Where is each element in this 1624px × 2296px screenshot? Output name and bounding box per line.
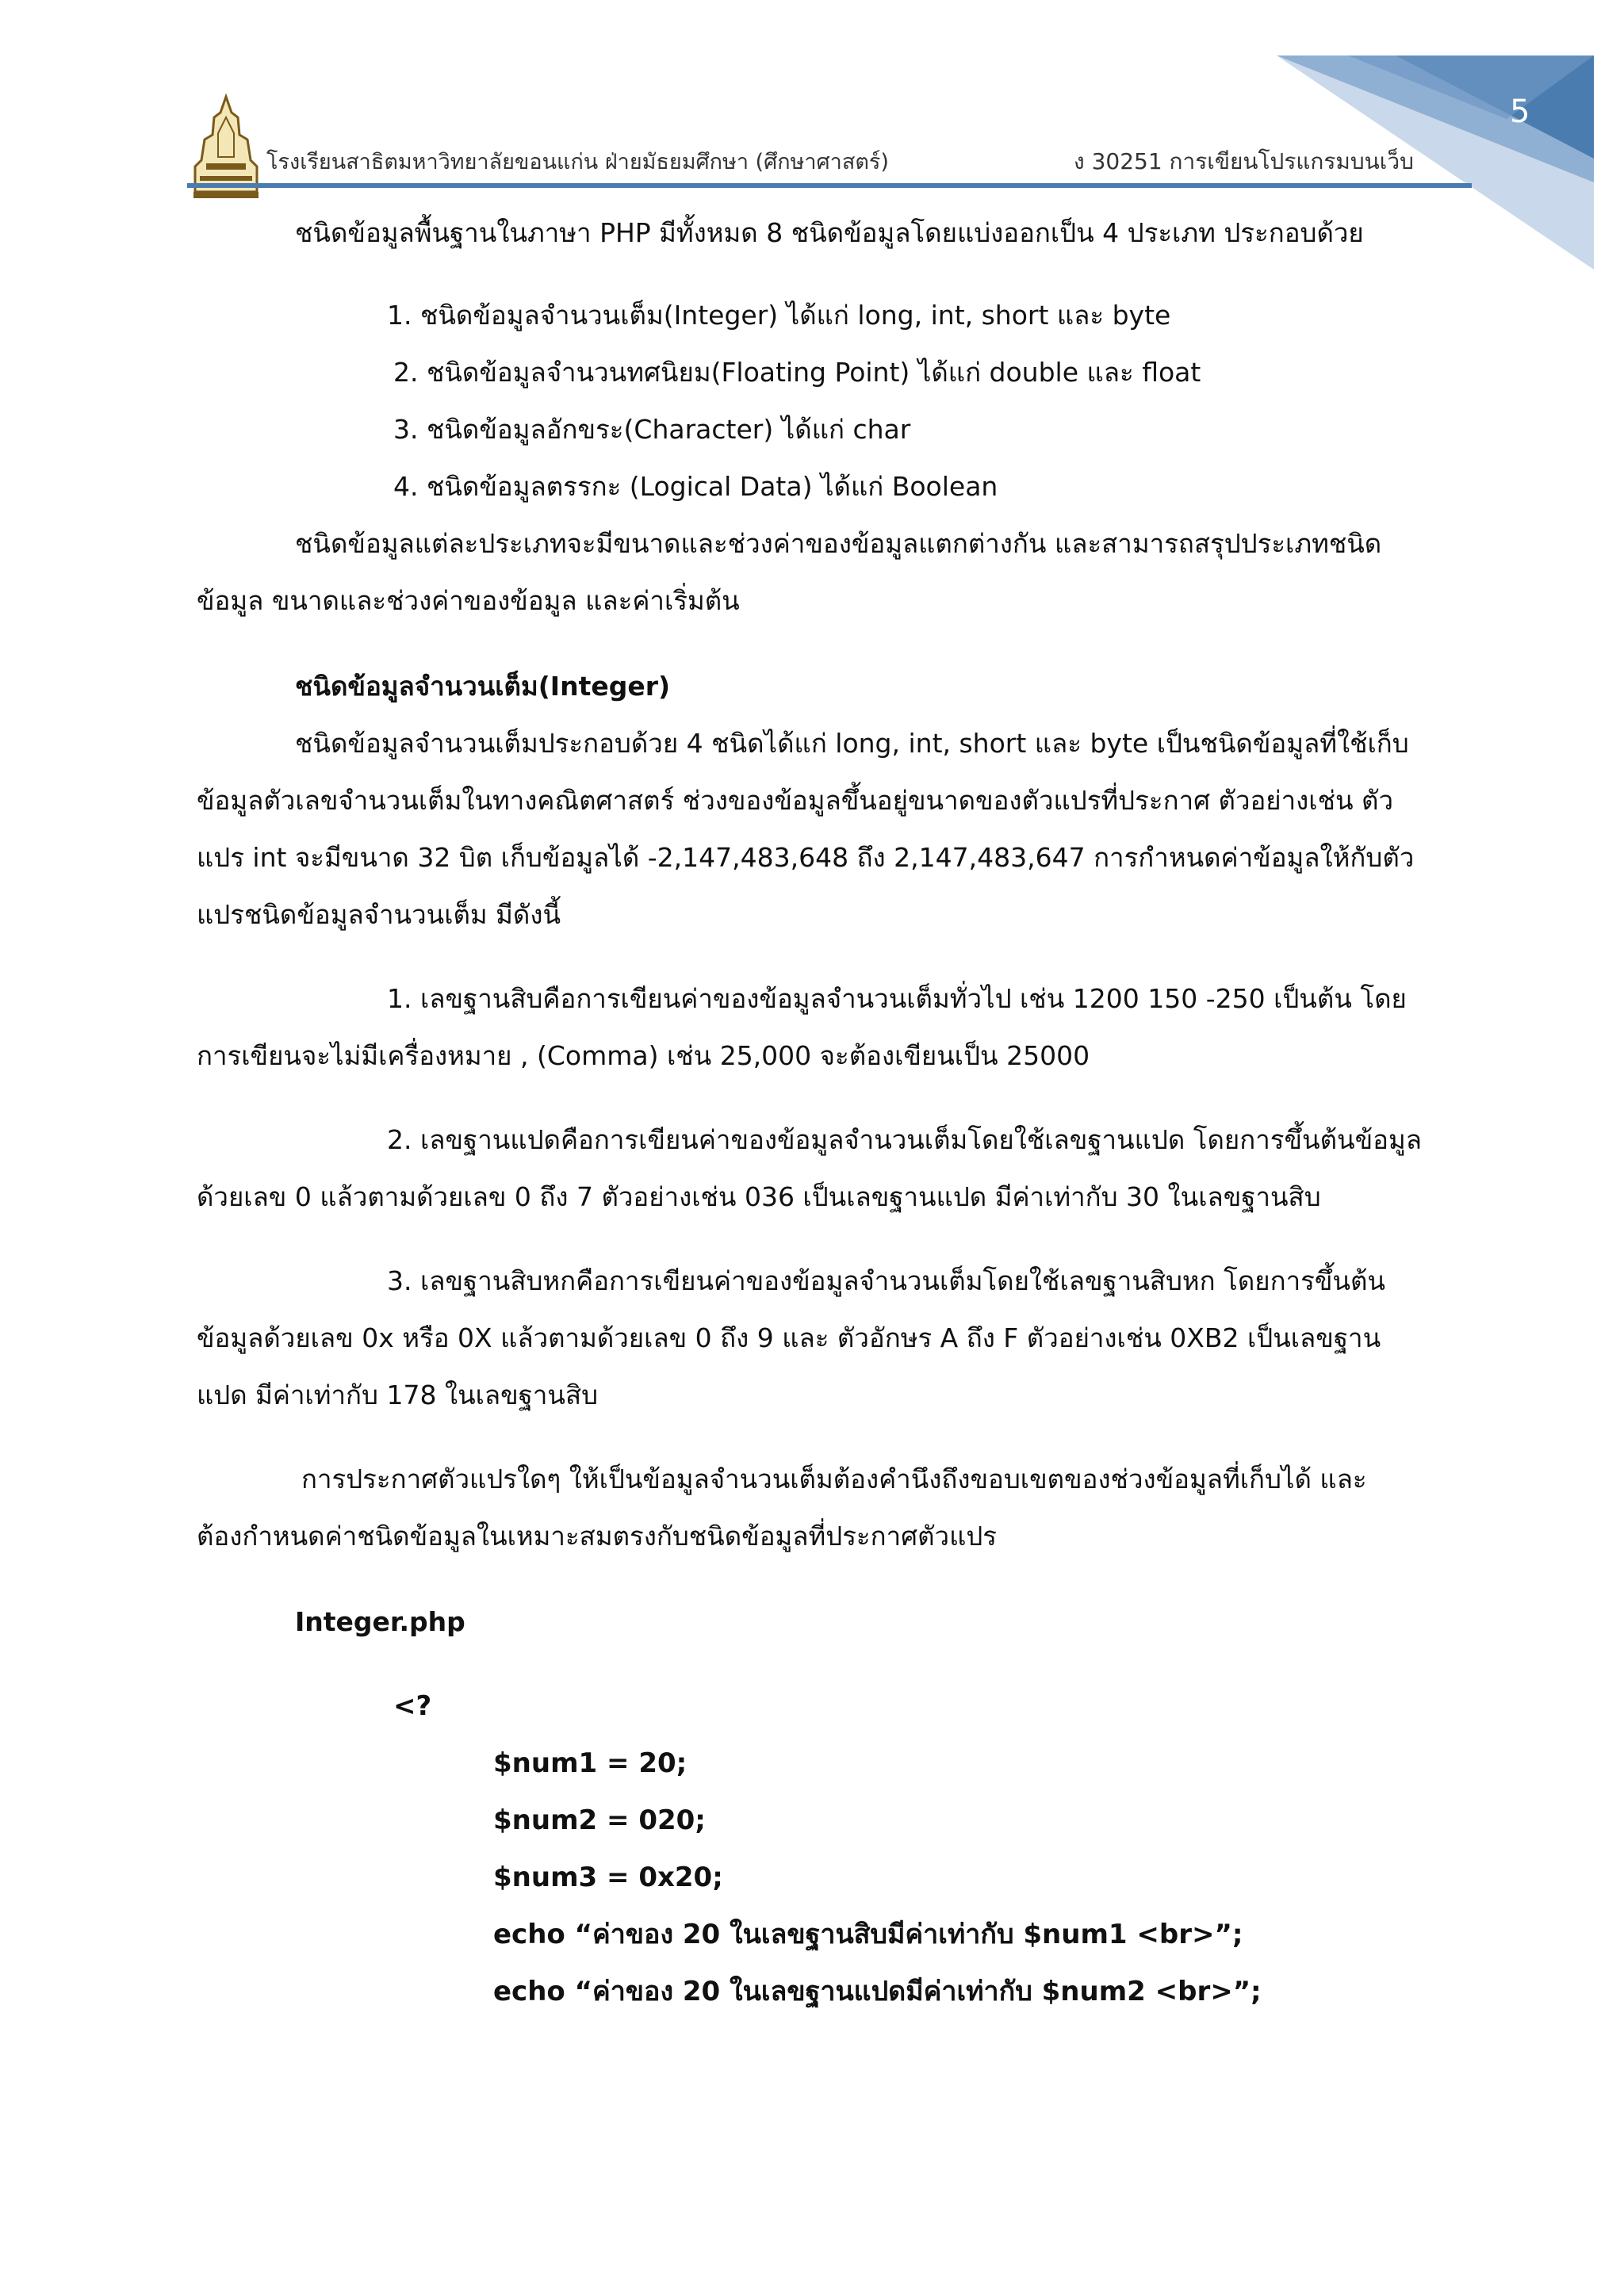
school-name: โรงเรียนสาธิตมหาวิทยาลัยขอนแก่น ฝ่ายมัธยมศึกษา (ศึกษาศาสตร์) — [266, 150, 889, 174]
code-line-4: echo “ค่าของ 20 ในเลขฐานสิบมีค่าเท่ากับ $num1 <br>”; — [493, 1919, 1243, 1950]
page-number: 5 — [1510, 94, 1530, 130]
integer-para-line-3: แปร int จะมีขนาด 32 บิต เก็บข้อมูลได้ -2,147,483,648 ถึง 2,147,483,647 การกำหนดค่าข้อมูลให้กับตัว — [197, 842, 1415, 873]
note-line-1: การประกาศตัวแปรใดๆ ให้เป็นข้อมูลจำนวนเต็มต้องคำนึงถึงขอบเขตของช่วงข้อมูลที่เก็บได้ และ — [301, 1464, 1367, 1494]
header-divider — [187, 183, 1472, 188]
code-line-1: $num1 = 20; — [493, 1747, 688, 1779]
integer-para-line-1: ชนิดข้อมูลจำนวนเต็มประกอบด้วย 4 ชนิดได้แก่ long, int, short และ byte เป็นชนิดข้อมูลที่ใช้เก็บ — [295, 728, 1409, 759]
hex-item-line-2: ข้อมูลด้วยเลข 0x หรือ 0X แล้วตามด้วยเลข 0 ถึง 9 และ ตัวอักษร A ถึง F ตัวอย่างเช่น 0XB2 เป็นเลขฐาน — [197, 1322, 1381, 1353]
decimal-item-line-2: การเขียนจะไม่มีเครื่องหมาย , (Comma) เช่น 25,000 จะต้องเขียนเป็น 25000 — [197, 1040, 1090, 1071]
code-line-5: echo “ค่าของ 20 ในเลขฐานแปดมีค่าเท่ากับ $num2 <br>”; — [493, 1976, 1262, 2007]
code-line-2: $num2 = 020; — [493, 1804, 706, 1836]
code-open-tag: <? — [393, 1690, 432, 1722]
note-line-2: ต้องกำหนดค่าชนิดข้อมูลในเหมาะสมตรงกับชนิดข้อมูลที่ประกาศตัวแปร — [197, 1521, 998, 1552]
type-item-3: 3. ชนิดข้อมูลอักขระ(Character) ได้แก่ char — [393, 414, 911, 445]
decimal-item-line-1: 1. เลขฐานสิบคือการเขียนค่าของข้อมูลจำนวนเต็มทั่วไป เช่น 1200 150 -250 เป็นต้น โดย — [387, 983, 1407, 1014]
course-title: ง 30251 การเขียนโปรแกรมบนเว็บ — [1074, 148, 1414, 174]
octal-item-line-1: 2. เลขฐานแปดคือการเขียนค่าของข้อมูลจำนวนเต็มโดยใช้เลขฐานแปด โดยการขึ้นต้นข้อมูล — [387, 1124, 1422, 1155]
octal-item-line-2: ด้วยเลข 0 แล้วตามด้วยเลข 0 ถึง 7 ตัวอย่างเช่น 036 เป็นเลขฐานแปด มีค่าเท่ากับ 30 ในเลขฐานสิบ — [197, 1181, 1321, 1212]
integer-heading: ชนิดข้อมูลจำนวนเต็ม(Integer) — [295, 671, 671, 702]
type-item-2: 2. ชนิดข้อมูลจำนวนทศนิยม(Floating Point) ได้แก่ double และ float — [393, 357, 1201, 388]
intro-line: ชนิดข้อมูลพื้นฐานในภาษา PHP มีทั้งหมด 8 ชนิดข้อมูลโดยแบ่งออกเป็น 4 ประเภท ประกอบด้วย — [295, 217, 1364, 248]
summary-line-1: ชนิดข้อมูลแต่ละประเภทจะมีขนาดและช่วงค่าของข้อมูลแตกต่างกัน และสามารถสรุปประเภทชนิด — [295, 528, 1382, 559]
summary-line-2: ข้อมูล ขนาดและช่วงค่าของข้อมูล และค่าเริ่มต้น — [197, 585, 740, 616]
type-item-1: 1. ชนิดข้อมูลจำนวนเต็ม(Integer) ได้แก่ long, int, short และ byte — [387, 300, 1171, 331]
hex-item-line-1: 3. เลขฐานสิบหกคือการเขียนค่าของข้อมูลจำนวนเต็มโดยใช้เลขฐานสิบหก โดยการขึ้นต้น — [387, 1265, 1385, 1296]
hex-item-line-3: แปด มีค่าเท่ากับ 178 ในเลขฐานสิบ — [197, 1380, 599, 1410]
type-item-4: 4. ชนิดข้อมูลตรรกะ (Logical Data) ได้แก่ Boolean — [393, 471, 998, 502]
code-line-3: $num3 = 0x20; — [493, 1862, 723, 1893]
integer-para-line-4: แปรชนิดข้อมูลจำนวนเต็ม มีดังนี้ — [197, 899, 561, 930]
code-filename: Integer.php — [295, 1606, 465, 1637]
integer-para-line-2: ข้อมูลตัวเลขจำนวนเต็มในทางคณิตศาสตร์ ช่วงของข้อมูลขึ้นอยู่ขนาดของตัวแปรที่ประกาศ ตัวอย่างเช่น ตัว — [197, 785, 1393, 816]
